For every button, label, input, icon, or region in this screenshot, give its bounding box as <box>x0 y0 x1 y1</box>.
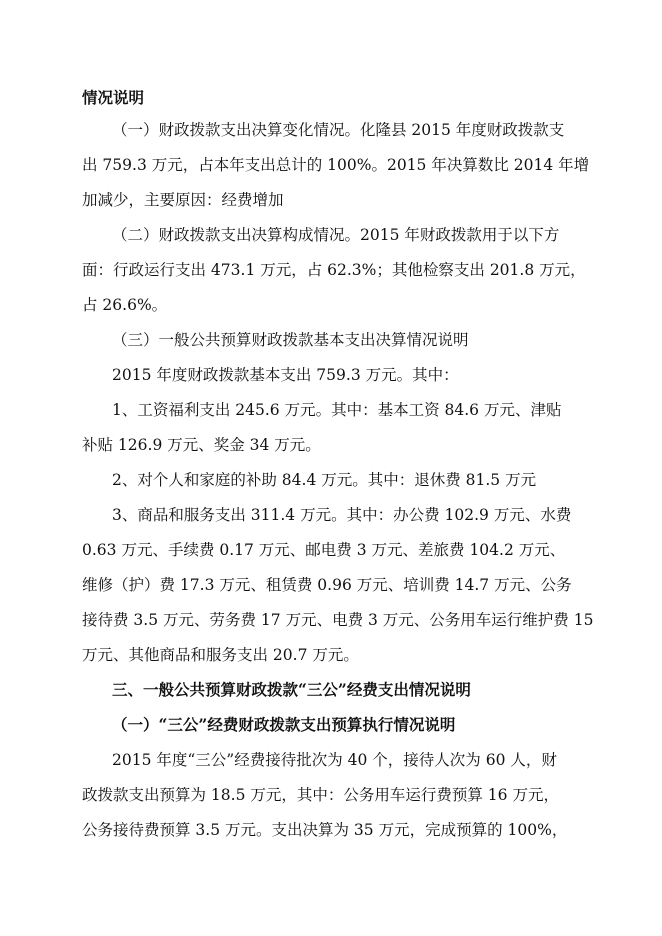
subsection-heading: （三）一般公共预算财政拨款基本支出决算情况说明 <box>112 331 469 349</box>
paragraph-line: 政拨款支出预算为 18.5 万元，其中：公务用车运行费预算 16 万元， <box>82 786 559 804</box>
list-item-line: 1、工资福利支出 245.6 万元。其中：基本工资 84.6 万元、津贴 <box>112 401 562 419</box>
list-item-line: 万元、其他商品和服务支出 20.7 万元。 <box>82 646 359 664</box>
paragraph-line: 出 759.3 万元，占本年支出总计的 100%。2015 年决算数比 2014 年增 <box>82 156 590 174</box>
paragraph-line: （一）财政拨款支出决算变化情况。化隆县 2015 年度财政拨款支 <box>112 121 565 139</box>
list-item-line: 接待费 3.5 万元、劳务费 17 万元、电费 3 万元、公务用车运行维护费 15 <box>82 611 594 629</box>
list-item-line: 补贴 126.9 万元、奖金 34 万元。 <box>82 436 321 454</box>
paragraph-line: 2015 年度“三公”经费接待批次为 40 个，接待人次为 60 人，财 <box>112 751 557 769</box>
paragraph-line: 占 26.6%。 <box>82 296 168 314</box>
subsection-heading: （一）“三公”经费财政拨款支出预算执行情况说明 <box>112 715 456 734</box>
list-item-line: 2、对个人和家庭的补助 84.4 万元。其中：退休费 81.5 万元 <box>112 471 537 489</box>
section-heading: 情况说明 <box>82 88 145 107</box>
paragraph-line: 公务接待费预算 3.5 万元。支出决算为 35 万元，完成预算的 100%， <box>82 821 568 839</box>
paragraph-line: （二）财政拨款支出决算构成情况。2015 年财政拨款用于以下方 <box>112 226 560 244</box>
paragraph-line: 加减少，主要原因：经费增加 <box>82 191 284 209</box>
list-item-line: 维修（护）费 17.3 万元、租赁费 0.96 万元、培训费 14.7 万元、公务 <box>82 576 572 594</box>
list-item-line: 0.63 万元、手续费 0.17 万元、邮电费 3 万元、差旅费 104.2 万元、 <box>82 541 566 559</box>
paragraph-line: 面：行政运行支出 473.1 万元，占 62.3%；其他检察支出 201.8 万元， <box>82 261 586 279</box>
list-item-line: 3、商品和服务支出 311.4 万元。其中：办公费 102.9 万元、水费 <box>112 506 572 524</box>
section-heading: 三、一般公共预算财政拨款“三公”经费支出情况说明 <box>112 680 471 699</box>
paragraph-line: 2015 年度财政拨款基本支出 759.3 万元。其中： <box>112 366 459 384</box>
